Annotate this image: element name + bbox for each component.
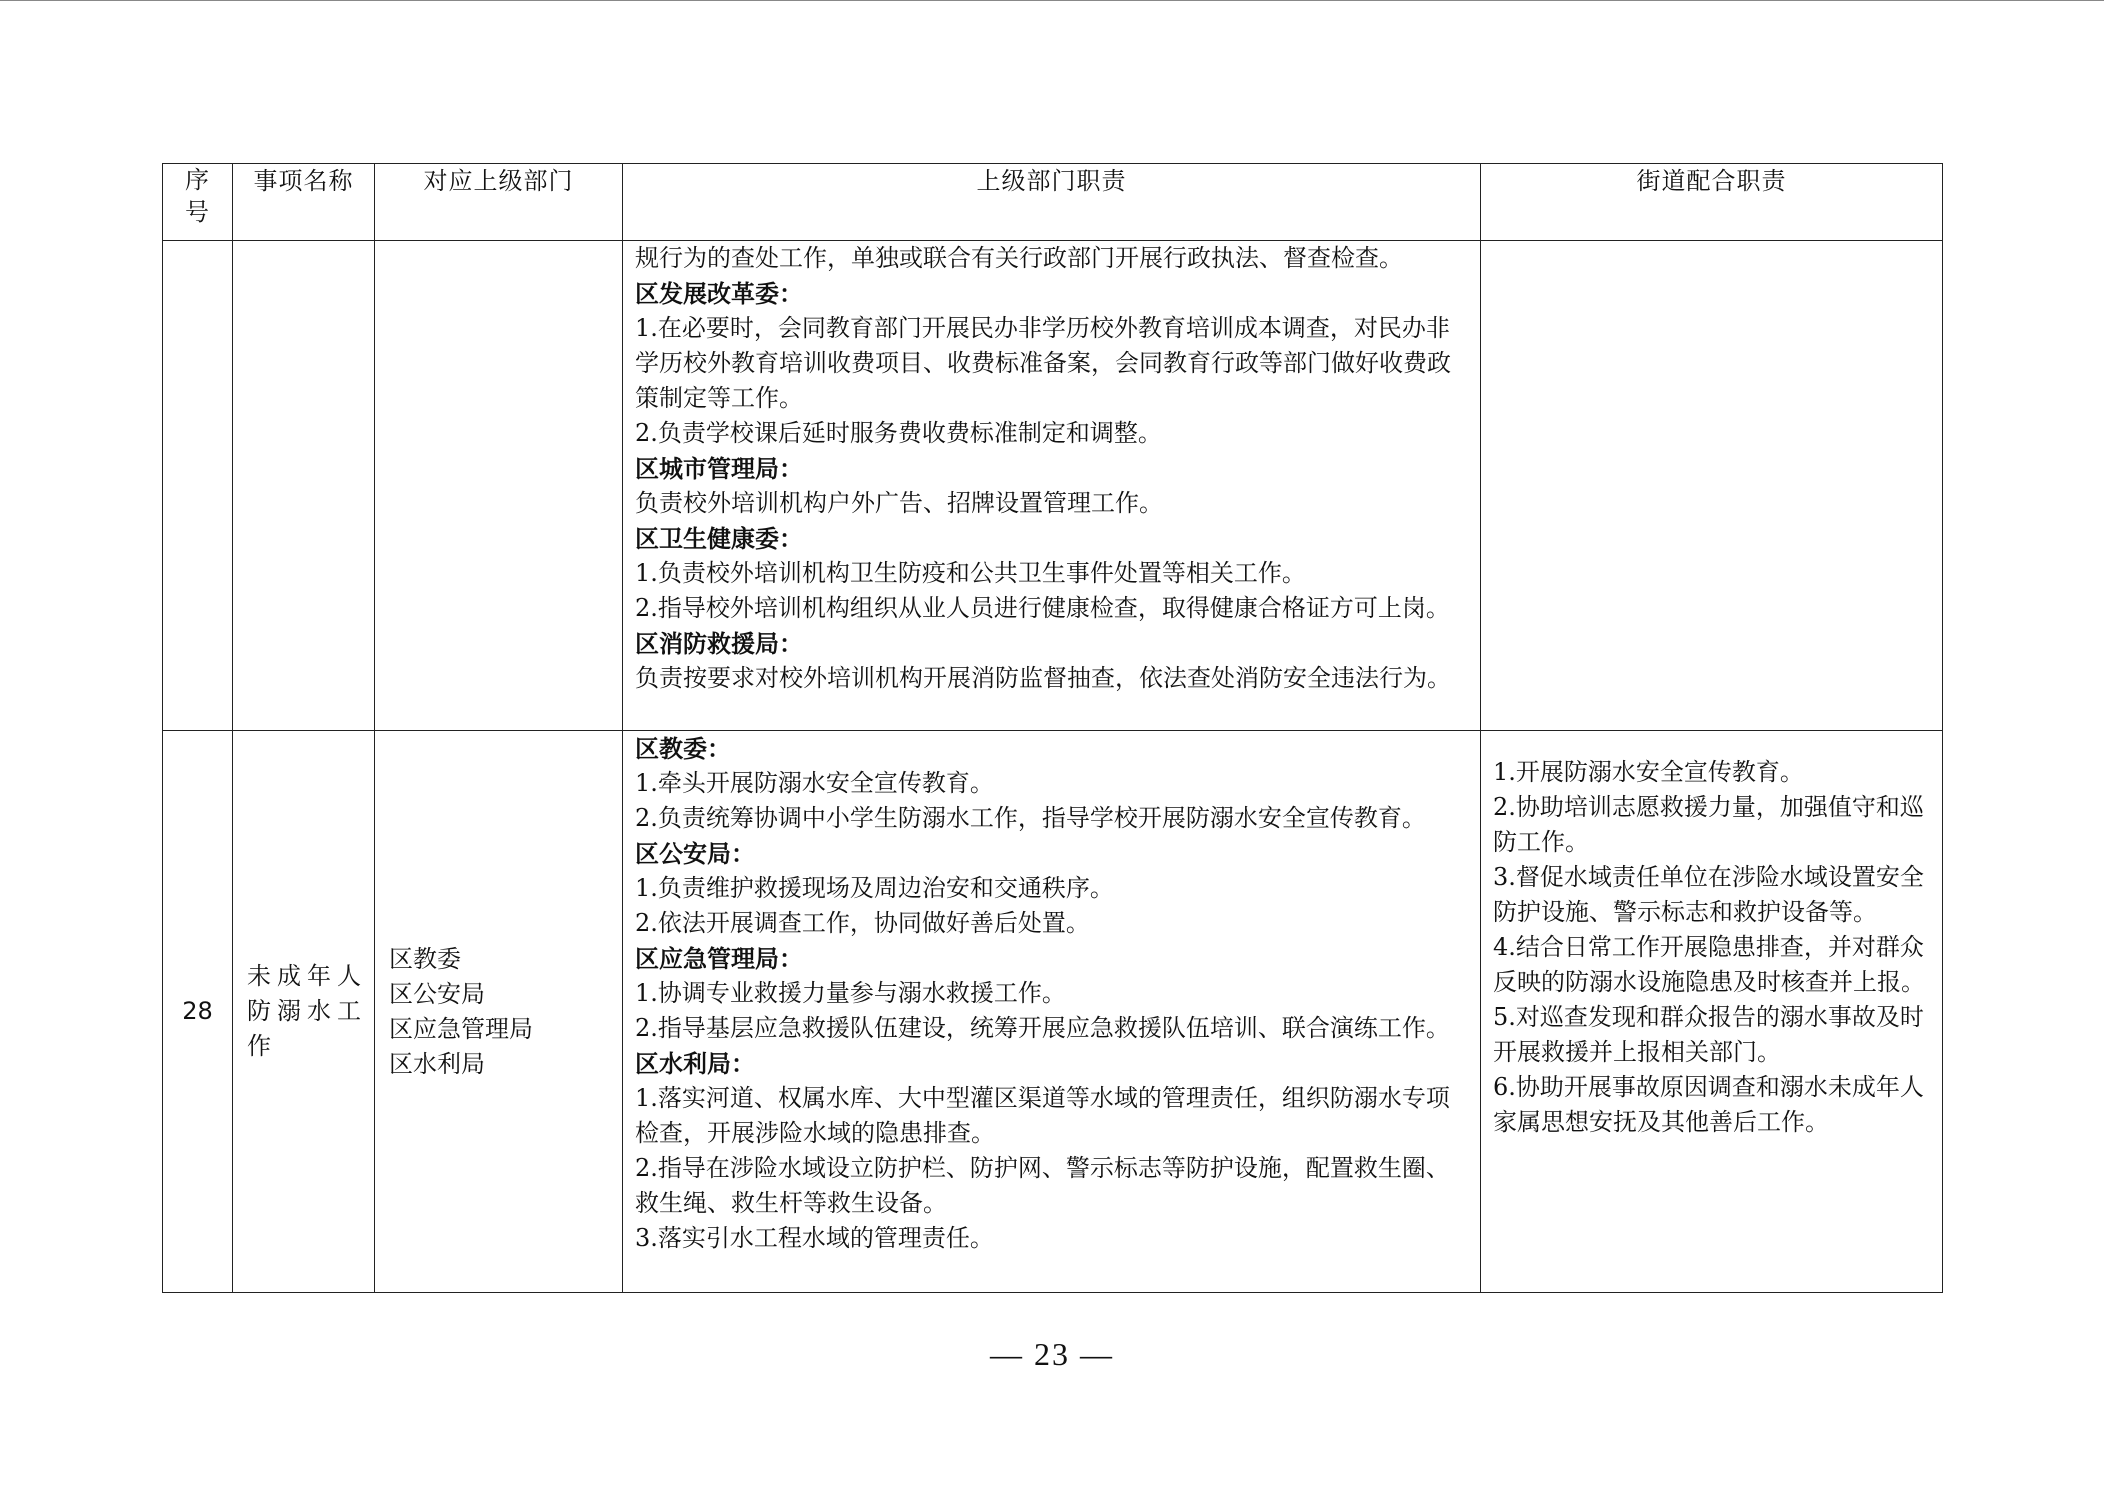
cont-duty-line: 1.负责校外培训机构卫生防疫和公共卫生事件处置等相关工作。 — [635, 559, 1306, 587]
row-28-duty-line: 1.落实河道、权属水库、大中型灌区渠道等水域的管理责任，组织防溺水专项检查，开展涉险水域的隐患排查。 — [635, 1084, 1450, 1147]
row-28-street-duty-line: 6.协助开展事故原因调查和溺水未成年人家属思想安抚及其他善后工作。 — [1493, 1073, 1924, 1136]
row-28-upper-dept-item: 区水利局 — [389, 1049, 485, 1078]
header-street-duty: 街道配合职责 — [1481, 164, 1943, 241]
row-28-duty-line: 3.落实引水工程水域的管理责任。 — [635, 1224, 994, 1252]
table-row-28 — [163, 731, 1943, 1293]
cont-upper-dept-cell — [375, 241, 623, 731]
row-28-duty-line: 1.负责维护救援现场及周边治安和交通秩序。 — [635, 874, 1114, 902]
cont-duty-line: 2.指导校外培训机构组织从业人员进行健康检查，取得健康合格证方可上岗。 — [635, 594, 1450, 622]
cont-dept-heading: 区消防救援局： — [635, 629, 803, 658]
cont-duty-line: 1.在必要时，会同教育部门开展民办非学历校外教育培训成本调查，对民办非学历校外教育培训收费项目、收费标准备案，会同教育行政等部门做好收费政策制定等工作。 — [635, 314, 1451, 412]
cont-name-cell — [233, 241, 375, 731]
row-28-name: 未成年人防溺水工作 — [233, 731, 375, 1293]
cont-duty-line: 负责按要求对校外培训机构开展消防监督抽查，依法查处消防安全违法行为。 — [635, 664, 1451, 692]
row-28-street-duty-line: 2.协助培训志愿救援力量，加强值守和巡防工作。 — [1493, 793, 1924, 856]
cont-duty-line: 规行为的查处工作，单独或联合有关行政部门开展行政执法、督查检查。 — [635, 244, 1403, 272]
table-row-continued — [163, 241, 1943, 731]
row-28-upper-dept-item: 区教委 — [389, 944, 461, 973]
row-28-upper-dept-item: 区应急管理局 — [389, 1014, 533, 1043]
row-28-street-duty-line: 4.结合日常工作开展隐患排查，并对群众反映的防溺水设施隐患及时核查并上报。 — [1493, 933, 1925, 996]
header-seq-char: 号 — [185, 198, 210, 226]
cont-duty-line: 2.负责学校课后延时服务费收费标准制定和调整。 — [635, 419, 1162, 447]
header-upper-dept: 对应上级部门 — [375, 164, 623, 241]
duty-table — [162, 163, 1943, 1293]
row-28-duty-line: 2.负责统筹协调中小学生防溺水工作，指导学校开展防溺水安全宣传教育。 — [635, 804, 1426, 832]
row-28-duty-line: 2.指导基层应急救援队伍建设，统筹开展应急救援队伍培训、联合演练工作。 — [635, 1014, 1450, 1042]
row-28-street-duty-line: 3.督促水域责任单位在涉险水域设置安全防护设施、警示标志和救护设备等。 — [1493, 863, 1924, 926]
cont-seq-cell — [163, 241, 233, 731]
cont-dept-heading: 区发展改革委： — [635, 279, 803, 308]
page-number: — 23 — — [990, 1336, 1114, 1372]
cont-duty-line: 负责校外培训机构户外广告、招牌设置管理工作。 — [635, 489, 1163, 517]
table-header-row — [163, 164, 1943, 241]
cont-upper-duty-cell — [623, 241, 1481, 731]
row-28-seq: 28 — [163, 731, 233, 1293]
row-28-street-duty-line: 5.对巡查发现和群众报告的溺水事故及时开展救援并上报相关部门。 — [1493, 1003, 1924, 1066]
header-upper-duty: 上级部门职责 — [623, 164, 1481, 241]
row-28-duty-line: 1.协调专业救援力量参与溺水救援工作。 — [635, 979, 1066, 1007]
header-seq — [163, 164, 233, 241]
header-seq-char: 序 — [185, 166, 210, 194]
row-28-street-duty-line: 1.开展防溺水安全宣传教育。 — [1493, 758, 1804, 786]
cont-dept-heading: 区城市管理局： — [635, 454, 803, 483]
cont-dept-heading: 区卫生健康委： — [635, 524, 803, 553]
cont-street-duty-cell — [1481, 241, 1943, 731]
row-28-upper-dept-item: 区公安局 — [389, 979, 485, 1008]
row-28-upper-duty — [623, 731, 1481, 1293]
row-28-upper-depts — [375, 731, 623, 1293]
row-28-dept-heading: 区教委： — [635, 734, 731, 763]
row-28-dept-heading: 区公安局： — [635, 839, 755, 868]
header-name: 事项名称 — [233, 164, 375, 241]
page-top-rule — [0, 0, 2104, 1]
row-28-duty-line: 2.指导在涉险水域设立防护栏、防护网、警示标志等防护设施，配置救生圈、救生绳、救生杆等救生设备。 — [635, 1154, 1450, 1217]
row-28-duty-line: 1.牵头开展防溺水安全宣传教育。 — [635, 769, 994, 797]
row-28-dept-heading: 区应急管理局： — [635, 944, 803, 973]
row-28-street-duty — [1481, 731, 1943, 1293]
row-28-dept-heading: 区水利局： — [635, 1049, 755, 1078]
row-28-duty-line: 2.依法开展调查工作，协同做好善后处置。 — [635, 909, 1090, 937]
